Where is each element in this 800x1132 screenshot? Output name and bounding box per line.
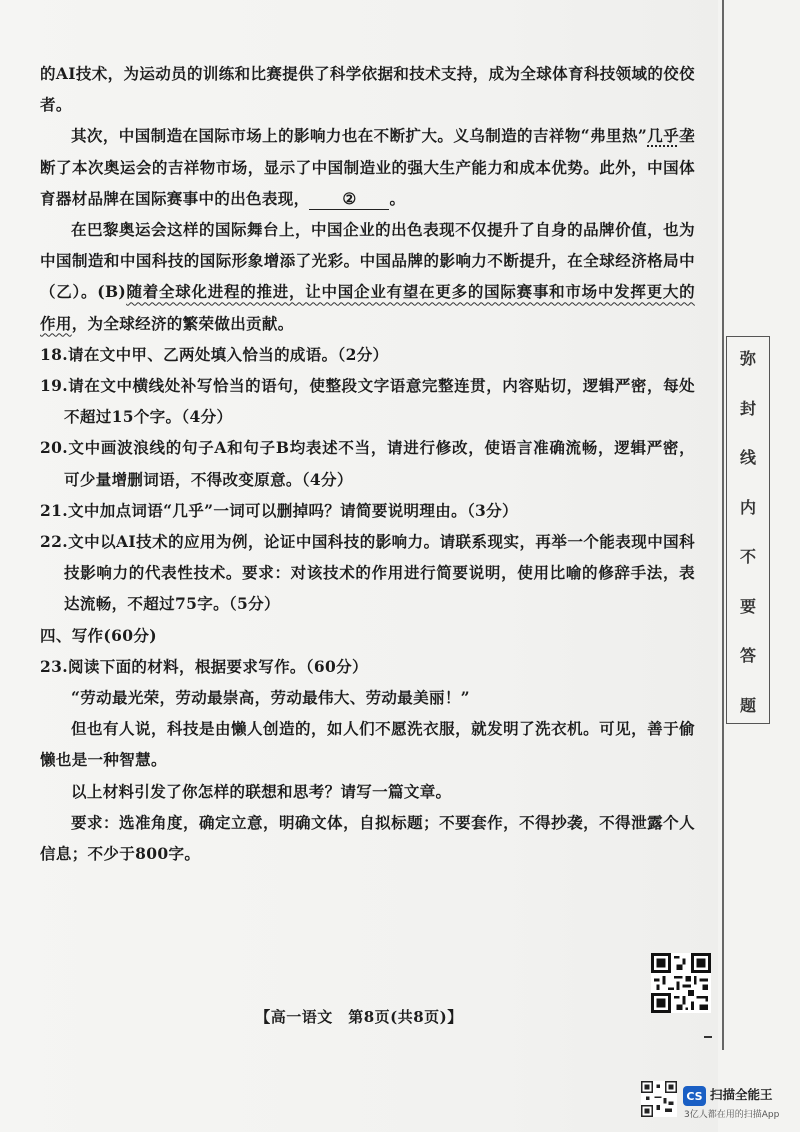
question-23: 23.阅读下面的材料，根据要求写作。（60分） (40, 656, 368, 676)
fill-blank-2: ② (309, 189, 389, 210)
binding-char: 内 (739, 497, 756, 517)
scanner-qr-icon (641, 1081, 677, 1117)
question-21: 21.文中加点词语“几乎”一词可以删掉吗？请简要说明理由。（3分） (40, 500, 518, 520)
material-quote: “劳动最光荣，劳动最崇高，劳动最伟大、劳动最美丽！” (71, 688, 470, 708)
binding-notice (726, 346, 770, 716)
footer-dash (704, 1036, 712, 1038)
question-18: 18.请在文中甲、乙两处填入恰当的成语。（2分） (40, 344, 389, 364)
scanner-tagline: 3亿人都在用的扫描App (684, 1110, 780, 1120)
qr-code-icon (651, 953, 711, 1013)
passage-paragraph-1: 的AI技术，为运动员的训练和比赛提供了科学依据和技术支持，成为全球体育科技领域的佼佼者。 (40, 64, 695, 115)
binding-char: 要 (739, 596, 756, 616)
writing-prompt: 以上材料引发了你怎样的联想和思考？请写一篇文章。 (71, 781, 452, 801)
writing-requirements: 要求：选准角度，确定立意，明确文体，自拟标题；不要套作，不得抄袭，不得泄露个人信息；不少于800字。 (40, 812, 695, 864)
passage-text: ，为全球经济的繁荣做出贡献。 (71, 313, 294, 333)
question-20: 20.文中画波浪线的句子A和句子B均表述不当，请进行修改，使语言准确流畅，逻辑严密，可少量增删词语，不得改变原意。（4分） (40, 438, 695, 489)
passage-paragraph-3 (40, 214, 695, 339)
binding-line (722, 0, 724, 1050)
scanner-app-name: 扫描全能王 (710, 1087, 773, 1102)
exam-content (40, 58, 695, 869)
binding-char: 弥 (739, 349, 756, 368)
dotted-word: 几乎 (647, 126, 680, 146)
page-footer: 【高一语文 第8页(共8页)】 (255, 1008, 463, 1026)
binding-char: 不 (739, 547, 756, 567)
binding-char: 题 (739, 695, 756, 715)
material-paragraph: 但也有人说，科技是由懒人创造的，如人们不愿洗衣服，就发明了洗衣机。可见，善于偷懒也是一种智慧。 (40, 719, 695, 770)
question-22: 22.文中以AI技术的应用为例，论证中国科技的影响力。请联系现实，再举一个能表现中国科技影响力的代表性技术。要求：对该技术的作用进行简要说明，使用比喻的修辞手法，表达流畅，不超过75字。（5分） (40, 532, 695, 614)
passage-paragraph-2 (40, 120, 695, 214)
camscanner-logo-icon: CS (683, 1086, 706, 1106)
section-title-writing: 四、写作(60分) (40, 625, 157, 645)
wavy-sentence-b: 随着全球化进程的推进，让中国企业有望在更多的国际赛事和市场中发挥更大的作用 (40, 282, 695, 333)
binding-char: 线 (739, 448, 756, 468)
question-19: 19.请在文中横线处补写恰当的语句，使整段文字语意完整连贯，内容贴切，逻辑严密，每处不超过15个字。（4分） (40, 376, 695, 427)
passage-text: 其次，中国制造在国际市场上的影响力也在不断扩大。义乌制造的吉祥物“弗里热” (71, 126, 648, 146)
passage-text: 垄断了本次奥运会的吉祥物市场，显示了中国制造业的强大生产能力和成本优势。此外，中国体育器材品牌在国际赛事中的出色表现， (40, 126, 695, 208)
binding-char: 答 (739, 646, 756, 666)
passage-text: 在巴黎奥运会这样的国际舞台上，中国企业的出色表现不仅提升了自身的品牌价值，也为中国制造和中国科技的国际形象增添了光彩。中国品牌的影响力不断提升，在全球经济格局中（乙）。(B) (40, 220, 695, 302)
binding-char: 封 (739, 398, 756, 418)
passage-text: 。 (389, 188, 406, 208)
